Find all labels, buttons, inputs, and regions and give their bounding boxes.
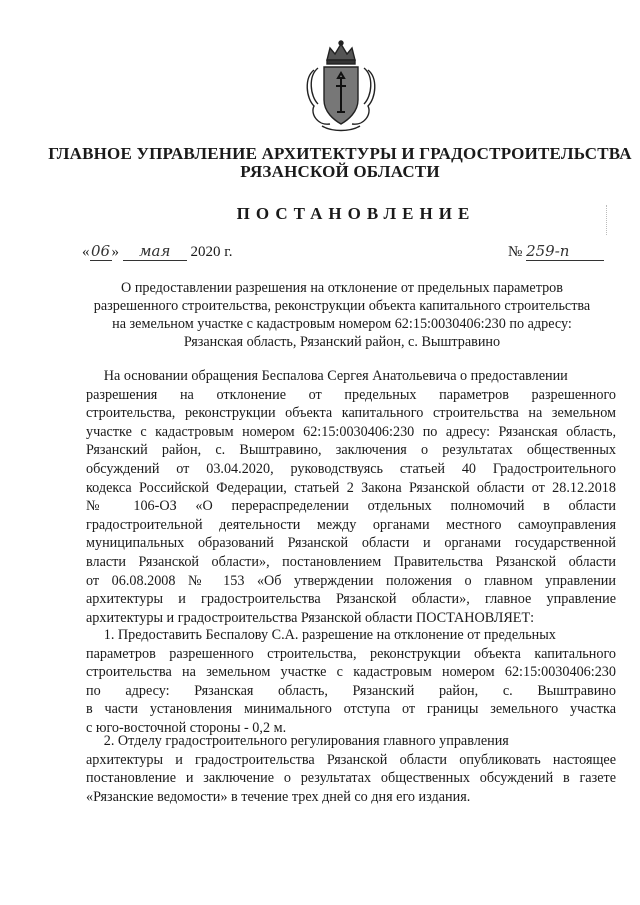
paragraph-line: от 06.08.2008 № 153 «Об утверждении положения о главном управлении bbox=[86, 572, 616, 589]
document-number bbox=[508, 242, 604, 261]
paragraph-line: Рязанский район, с. Выштравино, заключения о результатах общественных bbox=[86, 442, 616, 459]
paragraph-line: участке с кадастровым номером 62:15:0030406:230 по адресу: Рязанская область, bbox=[86, 423, 616, 440]
paragraph-line: в части установления минимального отступа от границы земельного участка bbox=[86, 701, 616, 718]
date-year: 2020 г. bbox=[190, 244, 233, 260]
date-day: 06 bbox=[90, 242, 111, 260]
paragraph-line: разрешения на отклонение от предельных параметров разрешенного bbox=[86, 386, 616, 403]
paragraph-line: постановление и заключение о результатах общественных обсуждений в газете bbox=[86, 770, 616, 787]
organization-name-line1: ГЛАВНОЕ УПРАВЛЕНИЕ АРХИТЕКТУРЫ И ГРАДОСТРОИТЕЛЬСТВА bbox=[48, 144, 632, 163]
organization-name-line2: РЯЗАНСКОЙ ОБЛАСТИ bbox=[240, 162, 440, 181]
paragraph-line: архитектуры и градостроительства Рязанской области», главное управление bbox=[86, 591, 616, 608]
paragraph-line: строительства на земельном участке с кадастровым номером 62:15:0030406:230 bbox=[86, 664, 616, 681]
subject-line: на земельном участке с кадастровым номером 62:15:0030406:230 по адресу: bbox=[112, 316, 572, 332]
subject-line: О предоставлении разрешения на отклонение от предельных параметров bbox=[121, 280, 563, 296]
paragraph-line: кодекса Российской Федерации, статьей 2 Закона Рязанской области от 28.12.2018 bbox=[86, 479, 616, 496]
paragraph-line: архитектуры и градостроительства Рязанской области ПОСТАНОВЛЯЕТ: bbox=[86, 609, 535, 626]
paragraph-line: муниципальных образований Рязанской области и органами государственной bbox=[86, 535, 616, 552]
paragraph-line: № 106-ОЗ «О перераспределении отдельных полномочий в области bbox=[86, 498, 616, 515]
paragraph-line: строительства, реконструкции объекта капитального строительства на земельном bbox=[86, 405, 616, 422]
paragraph-line: градостроительной деятельности между органами местного самоуправления bbox=[86, 516, 616, 533]
paragraph-line: 1. Предоставить Беспалову С.А. разрешение на отклонение от предельных bbox=[86, 627, 556, 643]
document-date bbox=[82, 242, 232, 261]
margin-mark bbox=[606, 205, 610, 235]
paragraph-line: власти Рязанской области», постановлением Правительства Рязанской области bbox=[86, 553, 616, 570]
date-open-quote: « bbox=[82, 244, 90, 260]
paragraph-line: «Рязанские ведомости» в течение трех дней со дня его издания. bbox=[86, 788, 471, 805]
paragraph-line: обсуждений от 03.04.2020, руководствуясь статьей 40 Градостроительного bbox=[86, 460, 616, 477]
paragraph-line: 2. Отделу градостроительного регулирования главного управления bbox=[86, 733, 509, 749]
paragraph-line: с юго-восточной стороны - 0,2 м. bbox=[86, 719, 287, 736]
preamble-paragraph bbox=[86, 367, 616, 627]
clause-2-paragraph bbox=[86, 732, 616, 806]
document-type-title: ПОСТАНОВЛЕНИЕ bbox=[236, 204, 476, 223]
date-close-quote: » bbox=[111, 244, 119, 260]
paragraph-line: по адресу: Рязанская область, Рязанский район, с. Выштравино bbox=[86, 682, 616, 699]
document-subject bbox=[86, 279, 598, 351]
paragraph-line: архитектуры и градостроительства Рязанской области опубликовать настоящее bbox=[86, 751, 616, 768]
date-month: мая bbox=[123, 242, 187, 261]
subject-line: Рязанская область, Рязанский район, с. Выштравино bbox=[183, 334, 501, 350]
number-value: 259-п bbox=[526, 242, 604, 261]
clause-1-paragraph bbox=[86, 626, 616, 738]
coat-of-arms-emblem bbox=[300, 40, 382, 135]
subject-line: разрешенного строительства, реконструкции объекта капитального строительства bbox=[93, 298, 591, 314]
number-prefix: № bbox=[508, 244, 523, 260]
paragraph-line: На основании обращения Беспалова Сергея Анатольевича о предоставлении bbox=[86, 368, 568, 384]
paragraph-line: параметров разрешенного строительства, реконструкции объекта капитального bbox=[86, 645, 616, 662]
